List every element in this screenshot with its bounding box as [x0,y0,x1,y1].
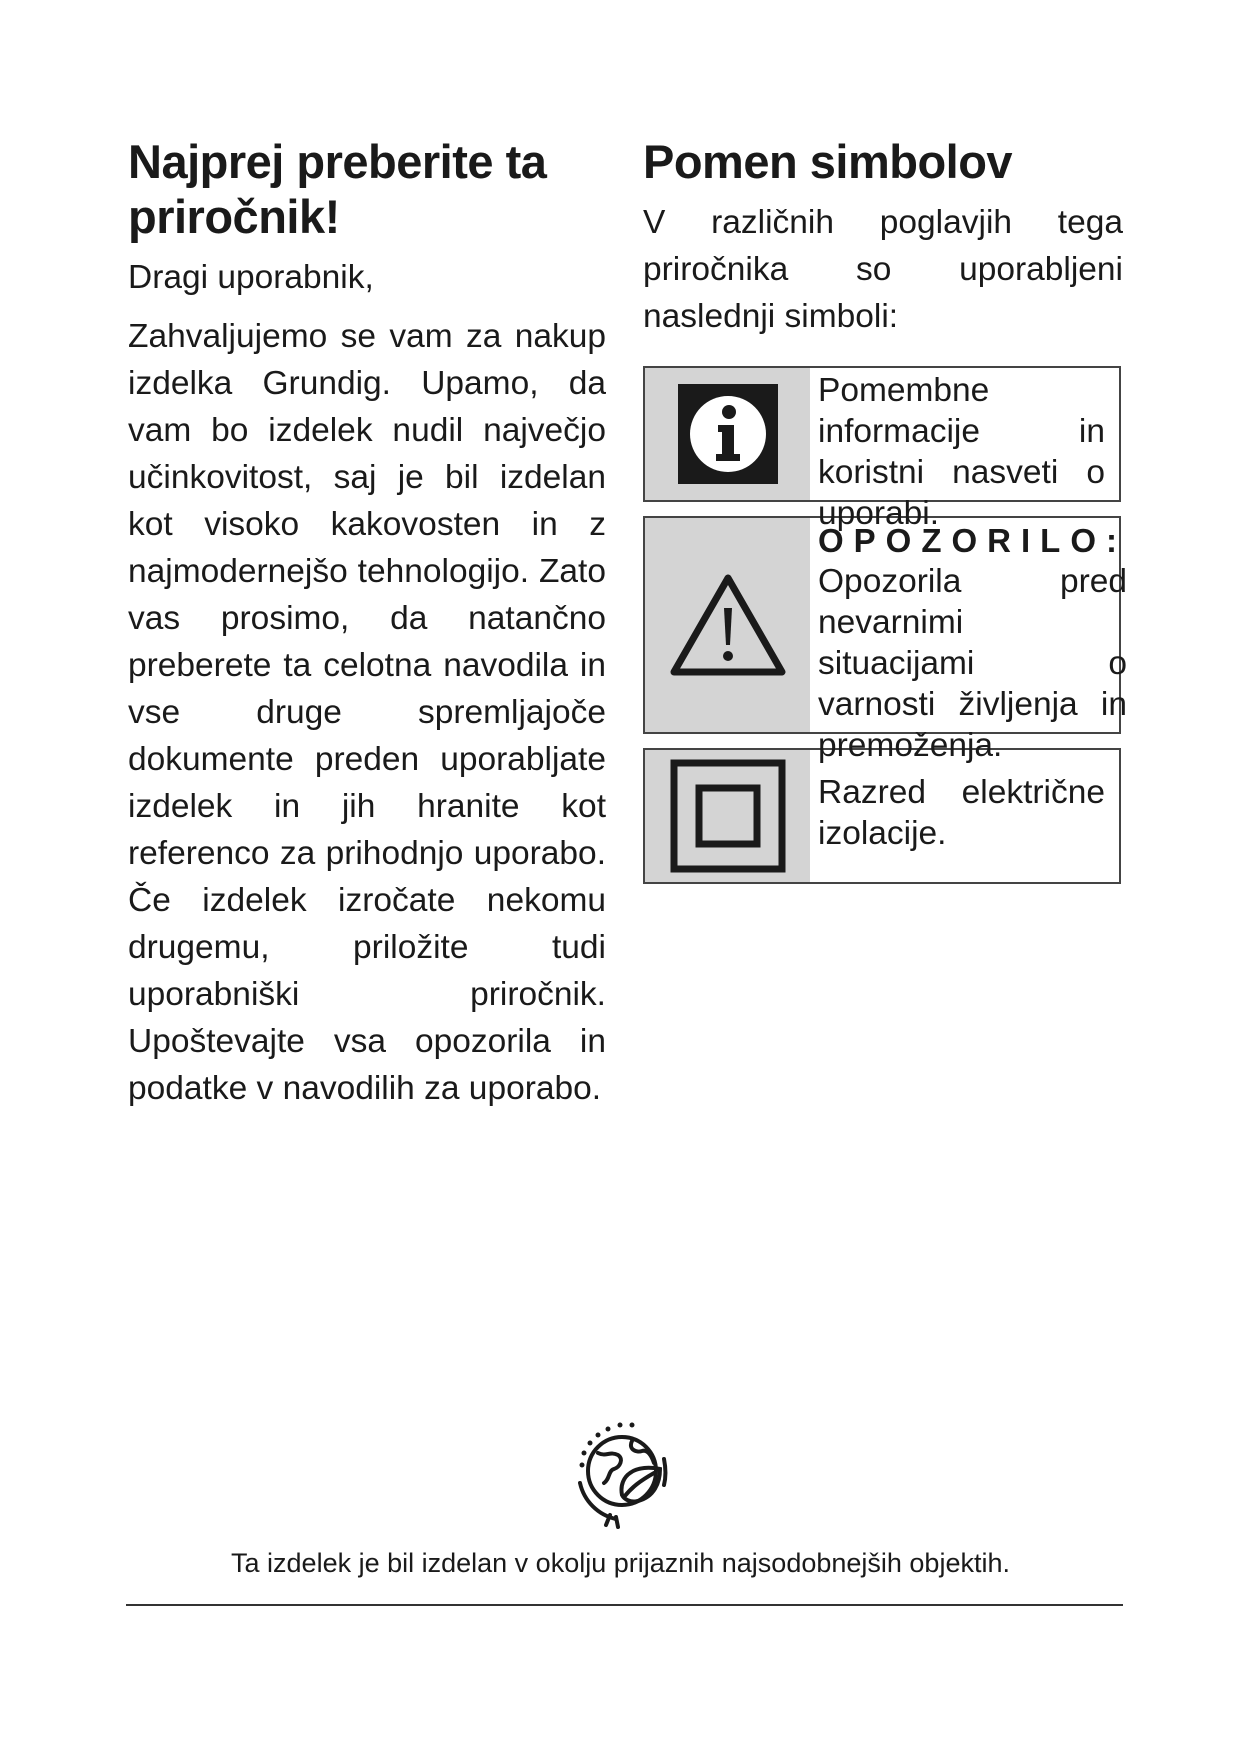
warning-icon [645,518,810,732]
symbol-row-insulation [643,748,1121,884]
symbol-row-warning [643,516,1127,764]
symbol-text: Razred električne izolacije. [818,774,1105,852]
footer-divider [126,1604,1123,1606]
right-column [643,134,1127,898]
warning-text: Opozorila pred nevarnimi situacijami o varnosti življenja in premoženja. [818,563,1127,764]
page-title: Najprej preberite ta priročnik! [128,135,547,243]
eco-globe-leaf-icon [570,1413,674,1536]
symbols-table [643,366,1127,884]
left-column [128,134,606,1112]
double-insulation-icon [645,750,810,882]
symbol-row-info [643,366,1121,532]
greeting: Dragi uporabnik, [128,259,374,296]
section-title: Pomen simbolov [643,135,1013,188]
info-icon [645,368,810,500]
footer-note: Ta izdelek je bil izdelan v okolju prijaznih najsodobnejših objektih. [231,1548,1010,1578]
warning-heading: OPOZORILO: [818,522,1127,559]
intro-paragraph: Zahvaljujemo se vam za nakup izdelka Grundig. Upamo, da vam bo izdelek nudil največjo učinkovitost, saj je bil izdelan kot visoko kakovosten in z najmodernejšo tehnologijo. Zato vas prosimo, da natančno preberete ta celotna navodila in vse druge spremljajoče dokumente preden uporabljate izdelek in jih hranite kot referenco za prihodnjo uporabo. Če izdelek izročate nekomu drugemu, priložite tudi uporabniški priročnik. Upoštevajte vsa opozorila in podatke v navodilih za uporabo. [128,318,606,1107]
symbols-intro: V različnih poglavjih tega priročnika so uporabljeni naslednji simboli: [643,204,1123,335]
symbol-text-warning [810,518,1141,764]
symbol-text: Pomembne informacije in koristni nasveti o uporabi. [818,372,1105,532]
